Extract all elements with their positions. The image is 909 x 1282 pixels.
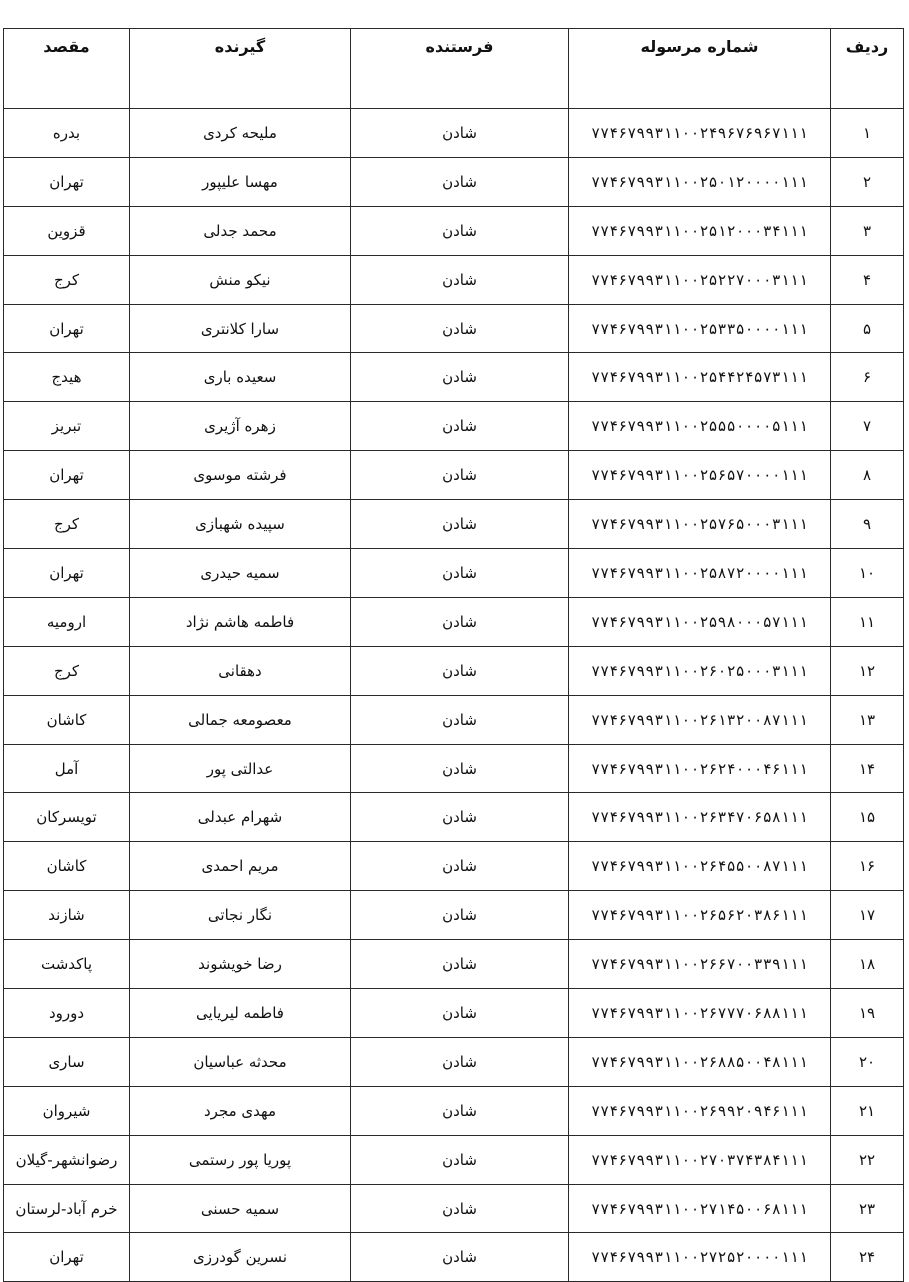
cell-sender: شادن bbox=[351, 695, 569, 744]
cell-row-number: ۱۸ bbox=[831, 940, 904, 989]
cell-tracking-number: ۷۷۴۶۷۹۹۳۱۱۰۰۲۵۱۲۰۰۰۳۴۱۱۱ bbox=[569, 206, 831, 255]
table-row bbox=[4, 989, 904, 1038]
cell-sender: شادن bbox=[351, 1086, 569, 1135]
cell-row-number: ۳ bbox=[831, 206, 904, 255]
cell-receiver: نگار نجاتی bbox=[130, 891, 351, 940]
cell-row-number: ۱۱ bbox=[831, 597, 904, 646]
header-tracking-number: شماره مرسوله bbox=[569, 29, 831, 109]
cell-tracking-number: ۷۷۴۶۷۹۹۳۱۱۰۰۲۵۸۷۲۰۰۰۰۱۱۱ bbox=[569, 549, 831, 598]
cell-row-number: ۱۵ bbox=[831, 793, 904, 842]
table-header bbox=[4, 29, 904, 109]
table-row bbox=[4, 940, 904, 989]
cell-destination: دورود bbox=[4, 989, 130, 1038]
cell-receiver: سارا کلانتری bbox=[130, 304, 351, 353]
cell-destination: تویسرکان bbox=[4, 793, 130, 842]
cell-sender: شادن bbox=[351, 157, 569, 206]
cell-destination: تهران bbox=[4, 1233, 130, 1282]
cell-destination: آمل bbox=[4, 744, 130, 793]
cell-row-number: ۵ bbox=[831, 304, 904, 353]
cell-tracking-number: ۷۷۴۶۷۹۹۳۱۱۰۰۲۴۹۶۷۶۹۶۷۱۱۱ bbox=[569, 109, 831, 158]
cell-receiver: ملیحه کردی bbox=[130, 109, 351, 158]
cell-tracking-number: ۷۷۴۶۷۹۹۳۱۱۰۰۲۵۵۵۰۰۰۰۵۱۱۱ bbox=[569, 402, 831, 451]
table-row bbox=[4, 597, 904, 646]
cell-destination: قزوین bbox=[4, 206, 130, 255]
cell-receiver: سمیه حسنی bbox=[130, 1184, 351, 1233]
cell-sender: شادن bbox=[351, 1184, 569, 1233]
cell-sender: شادن bbox=[351, 1135, 569, 1184]
cell-sender: شادن bbox=[351, 793, 569, 842]
header-sender: فرستنده bbox=[351, 29, 569, 109]
cell-row-number: ۴ bbox=[831, 255, 904, 304]
cell-receiver: سعیده باری bbox=[130, 353, 351, 402]
cell-tracking-number: ۷۷۴۶۷۹۹۳۱۱۰۰۲۵۶۵۷۰۰۰۰۱۱۱ bbox=[569, 451, 831, 500]
cell-row-number: ۹ bbox=[831, 500, 904, 549]
table-row bbox=[4, 304, 904, 353]
cell-tracking-number: ۷۷۴۶۷۹۹۳۱۱۰۰۲۶۷۷۷۰۶۸۸۱۱۱ bbox=[569, 989, 831, 1038]
cell-row-number: ۲۲ bbox=[831, 1135, 904, 1184]
cell-destination: کاشان bbox=[4, 842, 130, 891]
cell-row-number: ۲۱ bbox=[831, 1086, 904, 1135]
cell-destination: کاشان bbox=[4, 695, 130, 744]
cell-receiver: معصومعه جمالی bbox=[130, 695, 351, 744]
cell-receiver: فرشته موسوی bbox=[130, 451, 351, 500]
cell-destination: پاکدشت bbox=[4, 940, 130, 989]
cell-tracking-number: ۷۷۴۶۷۹۹۳۱۱۰۰۲۶۴۵۵۰۰۸۷۱۱۱ bbox=[569, 842, 831, 891]
cell-tracking-number: ۷۷۴۶۷۹۹۳۱۱۰۰۲۵۳۳۵۰۰۰۰۱۱۱ bbox=[569, 304, 831, 353]
cell-row-number: ۲۳ bbox=[831, 1184, 904, 1233]
cell-receiver: پوریا پور رستمی bbox=[130, 1135, 351, 1184]
cell-sender: شادن bbox=[351, 402, 569, 451]
cell-sender: شادن bbox=[351, 891, 569, 940]
cell-sender: شادن bbox=[351, 500, 569, 549]
cell-row-number: ۲۰ bbox=[831, 1037, 904, 1086]
cell-sender: شادن bbox=[351, 206, 569, 255]
cell-sender: شادن bbox=[351, 646, 569, 695]
cell-sender: شادن bbox=[351, 744, 569, 793]
cell-row-number: ۱۷ bbox=[831, 891, 904, 940]
cell-destination: تهران bbox=[4, 549, 130, 598]
cell-sender: شادن bbox=[351, 1037, 569, 1086]
cell-destination: رضوانشهر-گیلان bbox=[4, 1135, 130, 1184]
cell-sender: شادن bbox=[351, 353, 569, 402]
table-row bbox=[4, 646, 904, 695]
cell-receiver: مهدی مجرد bbox=[130, 1086, 351, 1135]
cell-row-number: ۱۳ bbox=[831, 695, 904, 744]
cell-receiver: محدثه عباسیان bbox=[130, 1037, 351, 1086]
shipment-table bbox=[3, 28, 904, 1282]
cell-receiver: رضا خویشوند bbox=[130, 940, 351, 989]
cell-destination: تهران bbox=[4, 304, 130, 353]
cell-receiver: محمد جدلی bbox=[130, 206, 351, 255]
cell-tracking-number: ۷۷۴۶۷۹۹۳۱۱۰۰۲۶۸۸۵۰۰۴۸۱۱۱ bbox=[569, 1037, 831, 1086]
cell-receiver: دهقانی bbox=[130, 646, 351, 695]
cell-receiver: سپیده شهبازی bbox=[130, 500, 351, 549]
cell-tracking-number: ۷۷۴۶۷۹۹۳۱۱۰۰۲۷۱۴۵۰۰۶۸۱۱۱ bbox=[569, 1184, 831, 1233]
cell-receiver: نسرین گودرزی bbox=[130, 1233, 351, 1282]
cell-destination: تهران bbox=[4, 451, 130, 500]
cell-tracking-number: ۷۷۴۶۷۹۹۳۱۱۰۰۲۷۰۳۷۴۳۸۴۱۱۱ bbox=[569, 1135, 831, 1184]
cell-sender: شادن bbox=[351, 940, 569, 989]
table-row bbox=[4, 842, 904, 891]
cell-tracking-number: ۷۷۴۶۷۹۹۳۱۱۰۰۲۶۲۴۰۰۰۴۶۱۱۱ bbox=[569, 744, 831, 793]
cell-tracking-number: ۷۷۴۶۷۹۹۳۱۱۰۰۲۵۷۶۵۰۰۰۳۱۱۱ bbox=[569, 500, 831, 549]
table-row bbox=[4, 451, 904, 500]
cell-sender: شادن bbox=[351, 451, 569, 500]
cell-destination: ساری bbox=[4, 1037, 130, 1086]
cell-destination: تبریز bbox=[4, 402, 130, 451]
cell-sender: شادن bbox=[351, 989, 569, 1038]
table-row bbox=[4, 549, 904, 598]
table-row bbox=[4, 1086, 904, 1135]
table-row bbox=[4, 1233, 904, 1282]
cell-destination: شیروان bbox=[4, 1086, 130, 1135]
cell-row-number: ۱۴ bbox=[831, 744, 904, 793]
table-row bbox=[4, 402, 904, 451]
header-row-number: ردیف bbox=[831, 29, 904, 109]
cell-row-number: ۱ bbox=[831, 109, 904, 158]
cell-destination: بدره bbox=[4, 109, 130, 158]
cell-tracking-number: ۷۷۴۶۷۹۹۳۱۱۰۰۲۶۳۴۷۰۶۵۸۱۱۱ bbox=[569, 793, 831, 842]
header-receiver: گیرنده bbox=[130, 29, 351, 109]
cell-receiver: زهره آژیری bbox=[130, 402, 351, 451]
cell-row-number: ۱۶ bbox=[831, 842, 904, 891]
cell-destination: خرم آباد-لرستان bbox=[4, 1184, 130, 1233]
cell-sender: شادن bbox=[351, 304, 569, 353]
cell-tracking-number: ۷۷۴۶۷۹۹۳۱۱۰۰۲۷۲۵۲۰۰۰۰۱۱۱ bbox=[569, 1233, 831, 1282]
table-row bbox=[4, 206, 904, 255]
cell-tracking-number: ۷۷۴۶۷۹۹۳۱۱۰۰۲۶۶۷۰۰۳۳۹۱۱۱ bbox=[569, 940, 831, 989]
cell-row-number: ۲۴ bbox=[831, 1233, 904, 1282]
cell-tracking-number: ۷۷۴۶۷۹۹۳۱۱۰۰۲۵۰۱۲۰۰۰۰۱۱۱ bbox=[569, 157, 831, 206]
cell-receiver: نیکو منش bbox=[130, 255, 351, 304]
table-row bbox=[4, 695, 904, 744]
cell-tracking-number: ۷۷۴۶۷۹۹۳۱۱۰۰۲۶۹۹۲۰۹۴۶۱۱۱ bbox=[569, 1086, 831, 1135]
cell-row-number: ۷ bbox=[831, 402, 904, 451]
cell-tracking-number: ۷۷۴۶۷۹۹۳۱۱۰۰۲۵۲۲۷۰۰۰۳۱۱۱ bbox=[569, 255, 831, 304]
cell-destination: کرج bbox=[4, 500, 130, 549]
cell-receiver: شهرام عبدلی bbox=[130, 793, 351, 842]
cell-sender: شادن bbox=[351, 109, 569, 158]
cell-destination: شازند bbox=[4, 891, 130, 940]
table-row bbox=[4, 1135, 904, 1184]
cell-receiver: مریم احمدی bbox=[130, 842, 351, 891]
cell-destination: کرج bbox=[4, 255, 130, 304]
cell-tracking-number: ۷۷۴۶۷۹۹۳۱۱۰۰۲۶۰۲۵۰۰۰۳۱۱۱ bbox=[569, 646, 831, 695]
table-row bbox=[4, 353, 904, 402]
cell-row-number: ۱۲ bbox=[831, 646, 904, 695]
table-row bbox=[4, 109, 904, 158]
table-body bbox=[4, 109, 904, 1282]
cell-receiver: فاطمه لیریایی bbox=[130, 989, 351, 1038]
cell-destination: کرج bbox=[4, 646, 130, 695]
header-row bbox=[4, 29, 904, 109]
table-row bbox=[4, 157, 904, 206]
cell-sender: شادن bbox=[351, 597, 569, 646]
table-row bbox=[4, 500, 904, 549]
cell-destination: ارومیه bbox=[4, 597, 130, 646]
cell-receiver: عدالتی پور bbox=[130, 744, 351, 793]
cell-tracking-number: ۷۷۴۶۷۹۹۳۱۱۰۰۲۵۴۴۲۴۵۷۳۱۱۱ bbox=[569, 353, 831, 402]
cell-receiver: فاطمه هاشم نژاد bbox=[130, 597, 351, 646]
header-destination: مقصد bbox=[4, 29, 130, 109]
cell-tracking-number: ۷۷۴۶۷۹۹۳۱۱۰۰۲۶۱۳۲۰۰۸۷۱۱۱ bbox=[569, 695, 831, 744]
cell-sender: شادن bbox=[351, 842, 569, 891]
cell-row-number: ۱۹ bbox=[831, 989, 904, 1038]
cell-sender: شادن bbox=[351, 549, 569, 598]
table-row bbox=[4, 1037, 904, 1086]
cell-row-number: ۲ bbox=[831, 157, 904, 206]
cell-row-number: ۱۰ bbox=[831, 549, 904, 598]
table-row bbox=[4, 891, 904, 940]
table-row bbox=[4, 744, 904, 793]
cell-tracking-number: ۷۷۴۶۷۹۹۳۱۱۰۰۲۵۹۸۰۰۰۵۷۱۱۱ bbox=[569, 597, 831, 646]
cell-sender: شادن bbox=[351, 255, 569, 304]
cell-tracking-number: ۷۷۴۶۷۹۹۳۱۱۰۰۲۶۵۶۲۰۳۸۶۱۱۱ bbox=[569, 891, 831, 940]
cell-sender: شادن bbox=[351, 1233, 569, 1282]
cell-destination: تهران bbox=[4, 157, 130, 206]
cell-row-number: ۸ bbox=[831, 451, 904, 500]
cell-receiver: مهسا علیپور bbox=[130, 157, 351, 206]
cell-receiver: سمیه حیدری bbox=[130, 549, 351, 598]
cell-destination: هیدج bbox=[4, 353, 130, 402]
table-row bbox=[4, 255, 904, 304]
cell-row-number: ۶ bbox=[831, 353, 904, 402]
table-row bbox=[4, 1184, 904, 1233]
table-row bbox=[4, 793, 904, 842]
